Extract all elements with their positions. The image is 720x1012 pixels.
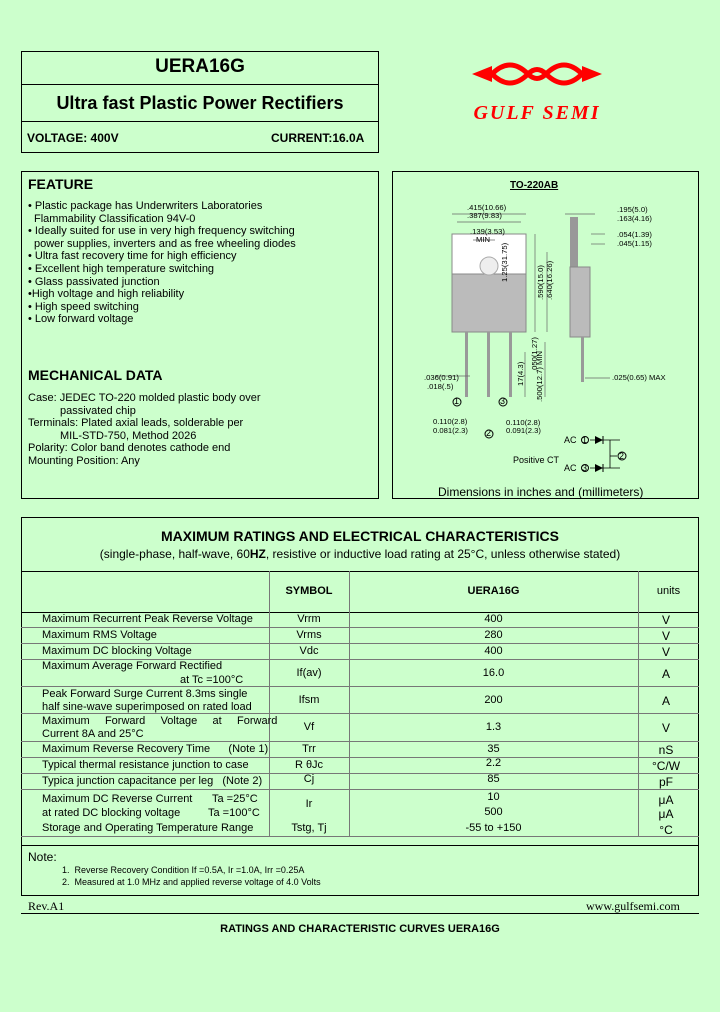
value-cell: 85	[487, 773, 500, 785]
ratings-subtitle	[21, 547, 699, 561]
dim-label: .195(5.0)	[617, 205, 648, 214]
pin-label-3: 3	[500, 396, 506, 406]
dim-label: .036(0.91)	[424, 373, 459, 382]
ratings-subtitle-post: , resistive or inductive load rating at 25°C, unless otherwise stated)	[265, 547, 621, 561]
condition-cell-2: Ta =100°C	[208, 807, 260, 819]
mechanical-list	[28, 392, 261, 468]
feature-item: • Plastic package has Underwriters Laboratories	[28, 200, 263, 212]
dim-label-vertical: .640(16.26)	[545, 260, 554, 300]
dim-label: .415(10.66)	[467, 203, 507, 212]
note-item: 2. Measured at 1.0 MHz and applied reverse voltage of 4.0 Volts	[62, 877, 321, 887]
dim-label: .054(1.39)	[617, 230, 652, 239]
feature-item: Flammability Classification 94V-0	[34, 212, 196, 225]
note-item: 1. Reverse Recovery Condition If =0.5A, Ir =1.0A, Irr =0.25A	[62, 865, 305, 875]
schematic-pin-2: 2	[619, 451, 625, 461]
value-cell: 1.3	[485, 721, 502, 733]
note-title: Note:	[28, 850, 57, 864]
value-cell: 16.0	[482, 667, 505, 679]
dim-label: .045(1.15)	[617, 239, 652, 248]
unit-cell: V	[661, 645, 670, 659]
header-divider-1	[21, 84, 379, 85]
feature-item: •High voltage and high reliability	[28, 288, 185, 301]
logo-text: GULF SEMI	[473, 102, 601, 124]
param-cell: Maximum Recurrent Peak Reverse Voltage	[42, 613, 253, 625]
curves-title: RATINGS AND CHARACTERISTIC CURVES UERA16G	[220, 923, 500, 935]
schematic-pin-3: 3	[582, 463, 588, 473]
mechanical-line: Case: JEDEC TO-220 molded plastic body over	[28, 392, 261, 404]
unit-cell: °C	[659, 823, 673, 837]
mechanical-line: Mounting Position: Any	[28, 454, 140, 467]
param-cell: Maximum RMS Voltage	[42, 629, 157, 641]
unit-cell-2: μA	[658, 807, 674, 821]
positive-ct-label: Positive CT	[513, 455, 560, 465]
unit-cell: A	[661, 667, 670, 681]
table-row-line	[21, 643, 699, 644]
param-cell: Typica junction capacitance per leg (Note 2)	[42, 775, 263, 787]
dim-label-vertical: .590(15.0)	[536, 265, 545, 300]
value-cell: 200	[484, 694, 503, 706]
symbol-cell: Tstg, Tj	[291, 822, 327, 834]
param-cell: Peak Forward Surge Current 8.3ms single	[42, 688, 248, 700]
unit-cell: nS	[658, 743, 674, 757]
ratings-subtitle-pre: (single-phase, half-wave, 60	[99, 547, 250, 561]
unit-cell: pF	[658, 775, 673, 789]
table-top-line	[21, 571, 699, 572]
feature-item: • Ideally suited for use in very high frequency switching	[28, 225, 295, 238]
param-cell-line2: at rated DC blocking voltage	[42, 807, 181, 819]
dim-label-vertical: .500(12.7) MIN	[535, 350, 544, 402]
dim-label-vertical: 1.25(31.75)	[500, 242, 509, 282]
condition-cell: Ta =25°C	[212, 793, 258, 805]
voltage-spec: VOLTAGE: 400V	[27, 131, 119, 145]
table-row-line	[21, 627, 699, 628]
mechanical-line: MIL-STD-750, Method 2026	[60, 429, 197, 442]
table-row-line	[21, 713, 699, 714]
symbol-cell: Trr	[302, 743, 316, 755]
param-cell-line2: Current 8A and 25°C	[42, 728, 144, 740]
website-url[interactable]: www.gulfsemi.com	[586, 899, 680, 913]
mechanical-line: Terminals: Plated axial leads, solderable per	[28, 417, 244, 430]
dim-label: .163(4.16)	[617, 214, 652, 223]
param-cell: Maximum Forward Voltage at Forward	[42, 715, 278, 727]
dim-label-vertical: 17(4.3)	[516, 361, 525, 386]
schematic-ac-3: AC	[564, 463, 577, 473]
table-bottom-line	[21, 845, 699, 846]
symbol-cell: Vdc	[299, 645, 319, 657]
unit-cell: A	[661, 694, 670, 708]
current-spec: CURRENT:16.0A	[271, 131, 365, 145]
dimensions-caption: Dimensions in inches and (millimeters)	[438, 485, 644, 499]
symbol-cell: Ir	[305, 798, 313, 810]
dim-label: 0.091(2.3)	[506, 426, 541, 435]
value-cell: -55 to +150	[465, 822, 522, 834]
symbol-cell: R θJc	[294, 759, 324, 771]
param-cell: Maximum DC Reverse Current	[42, 793, 193, 805]
header-divider-2	[21, 121, 379, 122]
dim-label-vertical: .050(1.27)	[530, 337, 539, 372]
revision-label: Rev.A1	[28, 899, 65, 913]
feature-item: • Ultra fast recovery time for high efficiency	[28, 250, 237, 263]
dim-label: .018(.5)	[427, 382, 454, 391]
value-cell: 2.2	[485, 757, 502, 769]
feature-item: power supplies, inverters and as free wheeling diodes	[34, 237, 296, 250]
symbol-cell: Cj	[303, 773, 315, 785]
schematic-pin-1: 1	[582, 435, 588, 445]
part-number: UERA16G	[155, 56, 245, 77]
param-cell: Storage and Operating Temperature Range	[42, 822, 254, 834]
table-row-line	[21, 741, 699, 742]
mechanical-title: MECHANICAL DATA	[28, 367, 163, 383]
dim-label: MIN	[476, 235, 491, 244]
symbol-cell: Vf	[303, 721, 315, 733]
unit-cell: μA	[658, 793, 674, 807]
value-cell: 400	[484, 613, 503, 625]
mechanical-line: passivated chip	[60, 404, 136, 417]
col-header-units: units	[656, 585, 681, 597]
feature-title: FEATURE	[28, 176, 94, 192]
dim-label: .025(0.65) MAX	[612, 373, 666, 382]
table-row-line	[21, 836, 699, 837]
value-cell: 280	[484, 629, 503, 641]
footer-rule	[21, 913, 699, 914]
unit-cell: °C/W	[651, 759, 681, 773]
ratings-title: MAXIMUM RATINGS AND ELECTRICAL CHARACTERISTICS	[161, 528, 559, 544]
param-cell-line2: at Tc =100°C	[180, 674, 244, 686]
schematic-ac-1: AC	[564, 435, 577, 445]
symbol-cell: Vrrm	[297, 613, 321, 625]
param-cell: Maximum DC blocking Voltage	[42, 645, 192, 657]
table-row-line	[21, 789, 699, 790]
value-cell: 35	[487, 743, 500, 755]
symbol-cell: If(av)	[296, 667, 322, 679]
param-cell: Maximum Average Forward Rectified	[42, 660, 223, 672]
col-header-symbol: SYMBOL	[285, 585, 333, 597]
pin-label-1: 1	[454, 396, 460, 406]
col-header-part: UERA16G	[467, 585, 520, 597]
feature-item: • Glass passivated junction	[28, 275, 160, 288]
param-cell: Maximum Reverse Recovery Time (Note 1)	[42, 743, 269, 755]
ratings-subtitle-hz: HZ	[249, 547, 266, 561]
dim-label: 0.110(2.8)	[506, 418, 541, 427]
value-cell: 10	[487, 791, 500, 803]
dim-label: .387(9.83)	[467, 211, 502, 220]
param-cell: Typical thermal resistance junction to case	[42, 759, 249, 771]
pin-label-2: 2	[486, 428, 492, 438]
unit-cell: V	[661, 613, 670, 627]
param-cell-line2: half sine-wave superimposed on rated load	[42, 701, 252, 713]
dim-label: .139(3.53)	[470, 227, 505, 236]
dim-label: 0.081(2.3)	[433, 426, 468, 435]
table-row-line	[21, 686, 699, 687]
mechanical-line: Polarity: Color band denotes cathode end	[28, 442, 231, 455]
value-cell: 400	[484, 645, 503, 657]
feature-item: • Low forward voltage	[28, 313, 134, 326]
product-subtitle: Ultra fast Plastic Power Rectifiers	[56, 93, 344, 113]
package-title: TO-220AB	[510, 180, 559, 191]
feature-list	[28, 200, 296, 326]
symbol-cell: Ifsm	[298, 694, 320, 706]
unit-cell: V	[661, 721, 670, 735]
symbol-cell: Vrms	[296, 629, 322, 641]
unit-cell: V	[661, 629, 670, 643]
value-cell-2: 500	[484, 806, 503, 818]
feature-item: • High speed switching	[28, 300, 139, 313]
dim-label: 0.110(2.8)	[433, 417, 468, 426]
feature-item: • Excellent high temperature switching	[28, 262, 215, 275]
